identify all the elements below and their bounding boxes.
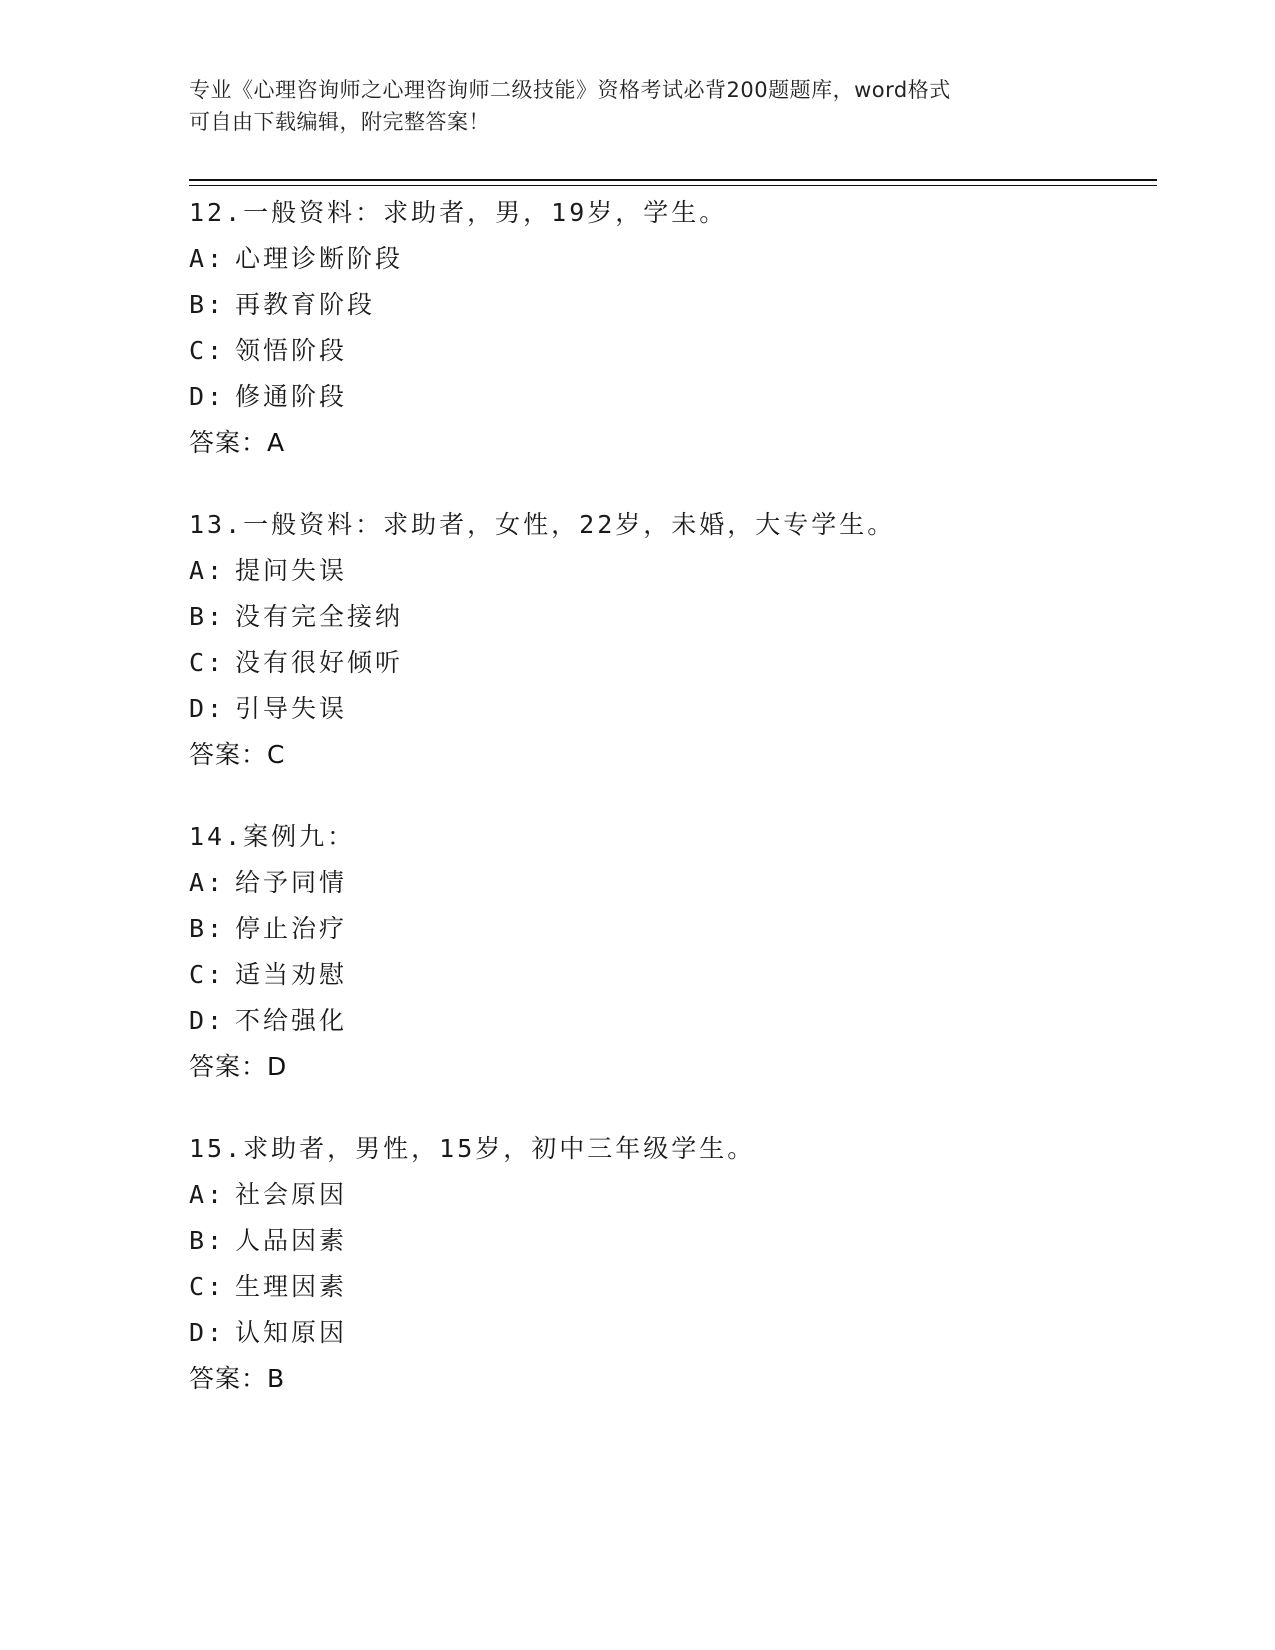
- option-letter: D:: [189, 382, 226, 411]
- option-c: [189, 952, 1149, 998]
- header-divider-thin: [189, 185, 1157, 186]
- answer-line: 答案：D: [189, 1052, 288, 1081]
- option-letter: A:: [189, 1180, 226, 1209]
- question-stem: 14.案例九：: [189, 822, 356, 851]
- document-header: [189, 74, 1089, 138]
- question-stem: 12.一般资料：求助者，男，19岁，学生。: [189, 198, 728, 227]
- option-text: 修通阶段: [235, 382, 348, 411]
- option-letter: D:: [189, 694, 226, 723]
- option-letter: B:: [189, 1226, 226, 1255]
- question-list: [189, 190, 1149, 1438]
- question-13: [189, 502, 1149, 778]
- header-line-2: 可自由下载编辑，附完整答案！: [189, 110, 490, 134]
- option-text: 停止治疗: [235, 914, 348, 943]
- question-14: [189, 814, 1149, 1090]
- option-letter: C:: [189, 960, 226, 989]
- option-text: 引导失误: [235, 694, 348, 723]
- option-c: [189, 640, 1149, 686]
- option-text: 心理诊断阶段: [235, 244, 404, 273]
- option-b: [189, 906, 1149, 952]
- option-letter: A:: [189, 868, 226, 897]
- option-c: [189, 1264, 1149, 1310]
- option-text: 生理因素: [235, 1272, 348, 1301]
- option-letter: B:: [189, 602, 226, 631]
- option-d: [189, 1310, 1149, 1356]
- option-text: 再教育阶段: [235, 290, 376, 319]
- option-c: [189, 328, 1149, 374]
- option-d: [189, 686, 1149, 732]
- option-d: [189, 998, 1149, 1044]
- option-a: [189, 1172, 1149, 1218]
- answer-line: 答案：C: [189, 740, 286, 769]
- option-a: [189, 236, 1149, 282]
- option-a: [189, 548, 1149, 594]
- option-a: [189, 860, 1149, 906]
- question-12: [189, 190, 1149, 466]
- option-text: 提问失误: [235, 556, 348, 585]
- header-divider-thick: [189, 179, 1157, 181]
- option-b: [189, 594, 1149, 640]
- option-text: 适当劝慰: [235, 960, 348, 989]
- option-text: 领悟阶段: [235, 336, 348, 365]
- option-text: 社会原因: [235, 1180, 348, 1209]
- option-b: [189, 1218, 1149, 1264]
- question-stem: 15.求助者，男性，15岁，初中三年级学生。: [189, 1134, 756, 1163]
- option-letter: C:: [189, 1272, 226, 1301]
- option-b: [189, 282, 1149, 328]
- option-text: 认知原因: [235, 1318, 348, 1347]
- header-line-1: 专业《心理咨询师之心理咨询师二级技能》资格考试必背200题题库，word格式: [189, 78, 951, 102]
- option-letter: B:: [189, 290, 226, 319]
- question-15: [189, 1126, 1149, 1402]
- option-letter: C:: [189, 648, 226, 677]
- option-d: [189, 374, 1149, 420]
- option-text: 给予同情: [235, 868, 348, 897]
- option-letter: D:: [189, 1006, 226, 1035]
- option-letter: A:: [189, 556, 226, 585]
- option-text: 人品因素: [235, 1226, 348, 1255]
- option-letter: B:: [189, 914, 226, 943]
- answer-line: 答案：B: [189, 1364, 286, 1393]
- option-text: 不给强化: [235, 1006, 348, 1035]
- option-text: 没有完全接纳: [235, 602, 404, 631]
- answer-line: 答案：A: [189, 428, 286, 457]
- option-letter: D:: [189, 1318, 226, 1347]
- option-letter: C:: [189, 336, 226, 365]
- option-text: 没有很好倾听: [235, 648, 404, 677]
- question-stem: 13.一般资料：求助者，女性，22岁，未婚，大专学生。: [189, 510, 896, 539]
- option-letter: A:: [189, 244, 226, 273]
